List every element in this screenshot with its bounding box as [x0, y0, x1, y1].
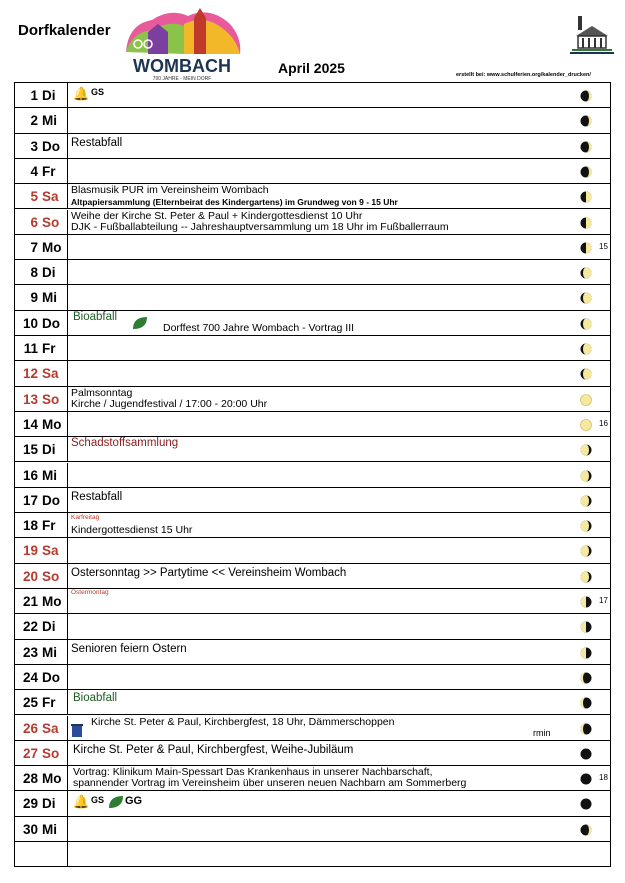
day-number: 9 — [30, 290, 38, 306]
day-number: 5 — [30, 189, 38, 205]
day-number: 30 — [22, 821, 38, 837]
leaf-icon — [107, 794, 125, 813]
event-text: DJK - Fußballabteilung -- Jahreshauptversammlung um 18 Uhr im Fußballerraum — [71, 220, 449, 233]
day-row — [15, 538, 610, 563]
event-text: Weihe der Kirche St. Peter & Paul + Kindergottesdienst 10 Uhr — [71, 209, 363, 222]
event-cell — [71, 614, 571, 638]
day-cell — [15, 741, 68, 766]
moon-phase — [580, 544, 592, 556]
day-cell — [15, 665, 68, 690]
day-cell — [15, 311, 68, 336]
event-text: Ostersonntag >> Partytime << Vereinsheim Wombach — [71, 566, 347, 579]
day-row — [15, 513, 610, 538]
moon-phase-icon — [580, 798, 592, 810]
event-text: Kirche / Jugendfestival / 17:00 - 20:00 Uhr — [71, 397, 268, 410]
weekday-label: Sa — [42, 720, 59, 736]
moon-phase — [580, 266, 592, 278]
event-text: Kirche St. Peter & Paul, Kirchbergfest, 18 Uhr, Dämmerschoppen — [91, 715, 395, 728]
moon-phase — [580, 595, 592, 607]
weekday-label: Mo — [42, 771, 62, 787]
day-cell — [15, 589, 68, 614]
weekday-label: Fr — [42, 341, 56, 356]
weekday-label: Fr — [42, 695, 56, 711]
event-cell — [71, 640, 571, 664]
event-text: Bioabfall — [73, 692, 118, 705]
day-row — [15, 463, 610, 488]
weekday-label: Do — [42, 138, 60, 154]
moon-phase — [580, 797, 592, 809]
day-number: 28 — [22, 771, 38, 787]
moon-phase-icon — [580, 368, 592, 380]
moon-phase-icon — [580, 723, 592, 735]
day-cell — [15, 716, 68, 741]
day-cell — [15, 791, 68, 816]
day-row — [15, 184, 610, 209]
gs-badge: GS — [91, 795, 105, 806]
moon-phase-icon — [580, 495, 592, 507]
moon-phase-icon — [580, 115, 592, 127]
day-number: 1 — [30, 88, 38, 103]
day-cell — [15, 83, 68, 108]
day-cell — [15, 614, 68, 639]
event-cell — [71, 210, 571, 234]
day-row — [15, 791, 610, 816]
moon-phase — [580, 494, 592, 506]
event-cell — [71, 108, 571, 132]
event-text: rmin — [533, 727, 551, 738]
weekday-label: Sa — [42, 366, 59, 382]
day-cell — [15, 260, 68, 285]
day-row — [15, 260, 610, 285]
moon-phase — [580, 342, 592, 354]
event-cell — [71, 361, 571, 385]
gs-badge: GS — [91, 87, 105, 97]
event-cell — [71, 184, 571, 208]
day-number: 2 — [30, 113, 38, 129]
day-number: 22 — [22, 619, 38, 635]
weekday-label: Fr — [42, 518, 56, 534]
day-number: 4 — [30, 163, 38, 179]
event-cell — [71, 387, 571, 411]
weekday-label: Mi — [42, 467, 57, 483]
event-cell — [71, 538, 571, 562]
moon-phase-icon — [580, 419, 592, 431]
day-row — [15, 108, 610, 133]
day-row — [15, 690, 610, 715]
moon-phase — [580, 216, 592, 228]
day-cell — [15, 184, 68, 209]
event-cell — [71, 690, 571, 714]
day-number: 12 — [22, 366, 38, 382]
weekday-label: Fr — [42, 163, 56, 179]
moon-phase — [580, 570, 592, 582]
day-row — [15, 83, 610, 108]
day-cell — [15, 766, 68, 791]
event-cell — [71, 589, 571, 613]
week-number: 18 — [599, 773, 608, 783]
day-cell — [15, 817, 68, 842]
event-text: Dorffest 700 Jahre Wombach - Vortrag III — [163, 321, 355, 334]
gg-badge: GG — [125, 795, 143, 808]
bell-icon: 🔔 — [73, 794, 90, 810]
moon-phase — [580, 393, 592, 405]
moon-phase-icon — [580, 394, 592, 406]
day-row — [15, 134, 610, 159]
day-row — [15, 564, 610, 589]
weekday-label: Mo — [42, 416, 62, 432]
moon-phase — [580, 671, 592, 683]
moon-phase — [580, 443, 592, 455]
weekday-label: Mi — [42, 644, 57, 660]
day-cell — [15, 437, 68, 462]
moon-phase-icon — [580, 166, 592, 178]
moon-phase-icon — [580, 596, 592, 608]
day-number: 26 — [22, 720, 38, 736]
wombach-logo — [118, 2, 246, 82]
moon-phase-icon — [580, 545, 592, 557]
event-cell — [71, 134, 571, 158]
event-cell — [71, 463, 571, 487]
moon-phase — [580, 140, 592, 152]
day-cell — [15, 513, 68, 538]
weekday-label: Mi — [42, 113, 57, 129]
moon-phase — [580, 367, 592, 379]
day-number: 29 — [22, 796, 38, 812]
moon-phase — [580, 823, 592, 835]
day-row — [15, 387, 610, 412]
day-cell — [15, 488, 68, 513]
day-cell — [15, 564, 68, 589]
moon-phase — [580, 317, 592, 329]
event-cell — [71, 741, 571, 765]
event-cell — [71, 791, 571, 815]
moon-phase — [580, 114, 592, 126]
day-row — [15, 159, 610, 184]
moon-phase-icon — [580, 571, 592, 583]
day-row — [15, 235, 610, 260]
event-text: Ostermontag — [71, 589, 109, 596]
event-cell — [71, 260, 571, 284]
day-row — [15, 589, 610, 614]
moon-phase — [580, 620, 592, 632]
moon-phase-icon — [580, 748, 592, 760]
moon-phase — [580, 165, 592, 177]
moon-phase-icon — [580, 318, 592, 330]
weekday-label: Di — [42, 442, 56, 458]
day-row — [15, 716, 610, 741]
moon-phase-icon — [580, 267, 592, 279]
weekday-label: Do — [42, 492, 60, 508]
event-cell — [71, 665, 571, 689]
day-row — [15, 336, 610, 361]
event-cell — [71, 513, 571, 537]
day-cell — [15, 538, 68, 563]
moon-phase — [580, 722, 592, 734]
moon-phase-icon — [580, 824, 592, 836]
credit-text: erstellt bei: www.schulferien.org/kalender_drucken/ — [456, 72, 591, 78]
event-text: Altpapiersammlung (Elternbeirat des Kindergartens) im Grundweg von 9 - 15 Uhr — [71, 197, 398, 208]
event-cell — [71, 311, 571, 335]
day-cell — [15, 387, 68, 412]
week-number: 15 — [599, 241, 608, 251]
moon-phase — [580, 519, 592, 531]
weekday-label: Di — [42, 796, 56, 812]
day-cell — [15, 361, 68, 386]
weekday-label: So — [42, 568, 60, 584]
moon-phase-icon — [580, 672, 592, 684]
moon-phase-icon — [580, 773, 592, 785]
day-number: 8 — [30, 265, 38, 281]
day-number: 20 — [22, 568, 38, 584]
day-row — [15, 311, 610, 336]
day-number: 6 — [30, 214, 38, 230]
day-cell — [15, 134, 68, 159]
moon-phase-icon — [580, 191, 592, 203]
moon-phase — [580, 646, 592, 658]
event-cell — [71, 766, 571, 790]
day-number: 18 — [22, 518, 38, 534]
day-row — [15, 210, 610, 235]
church-icon — [568, 12, 616, 56]
weekday-label: Mi — [42, 290, 57, 306]
month-label: April 2025 — [278, 60, 345, 76]
event-cell — [71, 564, 571, 588]
day-cell — [15, 640, 68, 665]
day-row — [15, 842, 610, 867]
day-row — [15, 285, 610, 310]
moon-phase — [580, 696, 592, 708]
day-cell — [15, 285, 68, 310]
weekday-label: Sa — [42, 189, 59, 205]
day-cell — [15, 463, 68, 488]
moon-phase — [580, 747, 592, 759]
event-text: Blasmusik PUR im Vereinsheim Wombach — [71, 184, 269, 197]
logo-subtext: 700 JAHRE - MEIN DORF — [152, 76, 212, 82]
day-number: 23 — [22, 644, 38, 660]
event-cell — [71, 159, 571, 183]
moon-phase-icon — [580, 647, 592, 659]
day-number: 7 — [30, 239, 38, 255]
event-text: Palmsonntag — [71, 386, 133, 399]
event-text: Restabfall — [71, 136, 123, 149]
event-text: Restabfall — [71, 490, 123, 503]
event-text: Kindergottesdienst 15 Uhr — [71, 524, 193, 537]
day-row — [15, 437, 610, 462]
day-row — [15, 817, 610, 842]
event-cell — [71, 842, 571, 866]
moon-phase-icon — [580, 444, 592, 456]
moon-phase — [580, 772, 592, 784]
weekday-label: Mo — [42, 239, 62, 255]
moon-phase — [580, 241, 592, 253]
event-cell — [71, 83, 571, 107]
day-number: 25 — [22, 695, 38, 711]
day-cell — [15, 336, 68, 361]
day-cell — [15, 210, 68, 235]
event-text: Karfreitag — [71, 514, 100, 522]
day-number: 11 — [23, 341, 38, 356]
event-cell — [71, 716, 571, 740]
day-cell — [15, 235, 68, 260]
weekday-label: Sa — [42, 543, 59, 559]
day-number: 14 — [22, 416, 38, 432]
day-row — [15, 488, 610, 513]
bell-icon: 🔔 — [73, 86, 90, 101]
event-text: Vortrag: Klinikum Main-Spessart Das Krankenhaus in unserer Nachbarschaft, — [73, 766, 433, 779]
moon-phase-icon — [580, 520, 592, 532]
day-number: 19 — [22, 543, 38, 559]
weekday-label: Do — [42, 669, 60, 685]
weekday-label: So — [42, 391, 60, 407]
day-number: 21 — [22, 594, 38, 609]
weekday-label: Di — [42, 88, 56, 103]
day-row — [15, 741, 610, 766]
weekday-label: Mi — [42, 821, 57, 837]
weekday-label: So — [42, 745, 60, 761]
weekday-label: Di — [42, 619, 56, 635]
day-row — [15, 640, 610, 665]
weekday-label: So — [42, 214, 60, 230]
day-number: 16 — [22, 467, 38, 483]
event-text: spannender Vortrag im Vereinsheim über unseren neuen Nachbarn am Sommerberg — [73, 777, 467, 790]
event-cell — [71, 488, 571, 512]
event-cell — [71, 817, 571, 841]
day-number: 13 — [22, 391, 38, 407]
event-text: Bioabfall — [73, 310, 118, 323]
logo-wordmark: WOMBACH — [133, 56, 231, 76]
moon-phase-icon — [580, 217, 592, 229]
event-cell — [71, 437, 571, 461]
moon-phase — [580, 418, 592, 430]
moon-phase-icon — [580, 697, 592, 709]
event-text: Schadstoffsammlung — [71, 437, 179, 450]
bin-icon — [71, 724, 83, 741]
day-row — [15, 766, 610, 791]
day-row — [15, 412, 610, 437]
day-number: 17 — [22, 492, 38, 508]
moon-phase-icon — [580, 343, 592, 355]
event-cell — [71, 235, 571, 259]
moon-phase — [580, 190, 592, 202]
event-cell — [71, 412, 571, 436]
day-cell — [15, 108, 68, 133]
calendar-title: Dorfkalender — [18, 22, 111, 39]
calendar-table — [14, 82, 611, 867]
event-text: Senioren feiern Ostern — [71, 642, 187, 655]
moon-phase — [580, 89, 592, 101]
day-cell — [15, 412, 68, 437]
day-number: 3 — [30, 138, 38, 154]
day-row — [15, 361, 610, 386]
moon-phase-icon — [580, 621, 592, 633]
moon-phase-icon — [580, 470, 592, 482]
day-number: 10 — [22, 315, 38, 331]
event-cell — [71, 336, 571, 360]
leaf-icon — [131, 315, 149, 334]
moon-phase — [580, 291, 592, 303]
moon-phase-icon — [580, 141, 592, 153]
day-number: 15 — [22, 442, 38, 458]
week-number: 17 — [599, 596, 608, 605]
weekday-label: Do — [42, 315, 60, 331]
moon-phase-icon — [580, 292, 592, 304]
day-cell — [15, 690, 68, 715]
weekday-label: Mo — [42, 594, 62, 609]
day-row — [15, 665, 610, 690]
moon-phase-icon — [580, 90, 592, 102]
event-text: Kirche St. Peter & Paul, Kirchbergfest, Weihe-Jubiläum — [73, 743, 354, 756]
day-cell — [15, 159, 68, 184]
weekday-label: Di — [42, 265, 56, 281]
day-number: 24 — [22, 669, 38, 685]
day-cell — [15, 842, 68, 867]
day-row — [15, 614, 610, 639]
event-cell — [71, 285, 571, 309]
day-number: 27 — [22, 745, 38, 761]
week-number: 16 — [599, 418, 608, 428]
moon-phase — [580, 469, 592, 481]
moon-phase-icon — [580, 242, 592, 254]
